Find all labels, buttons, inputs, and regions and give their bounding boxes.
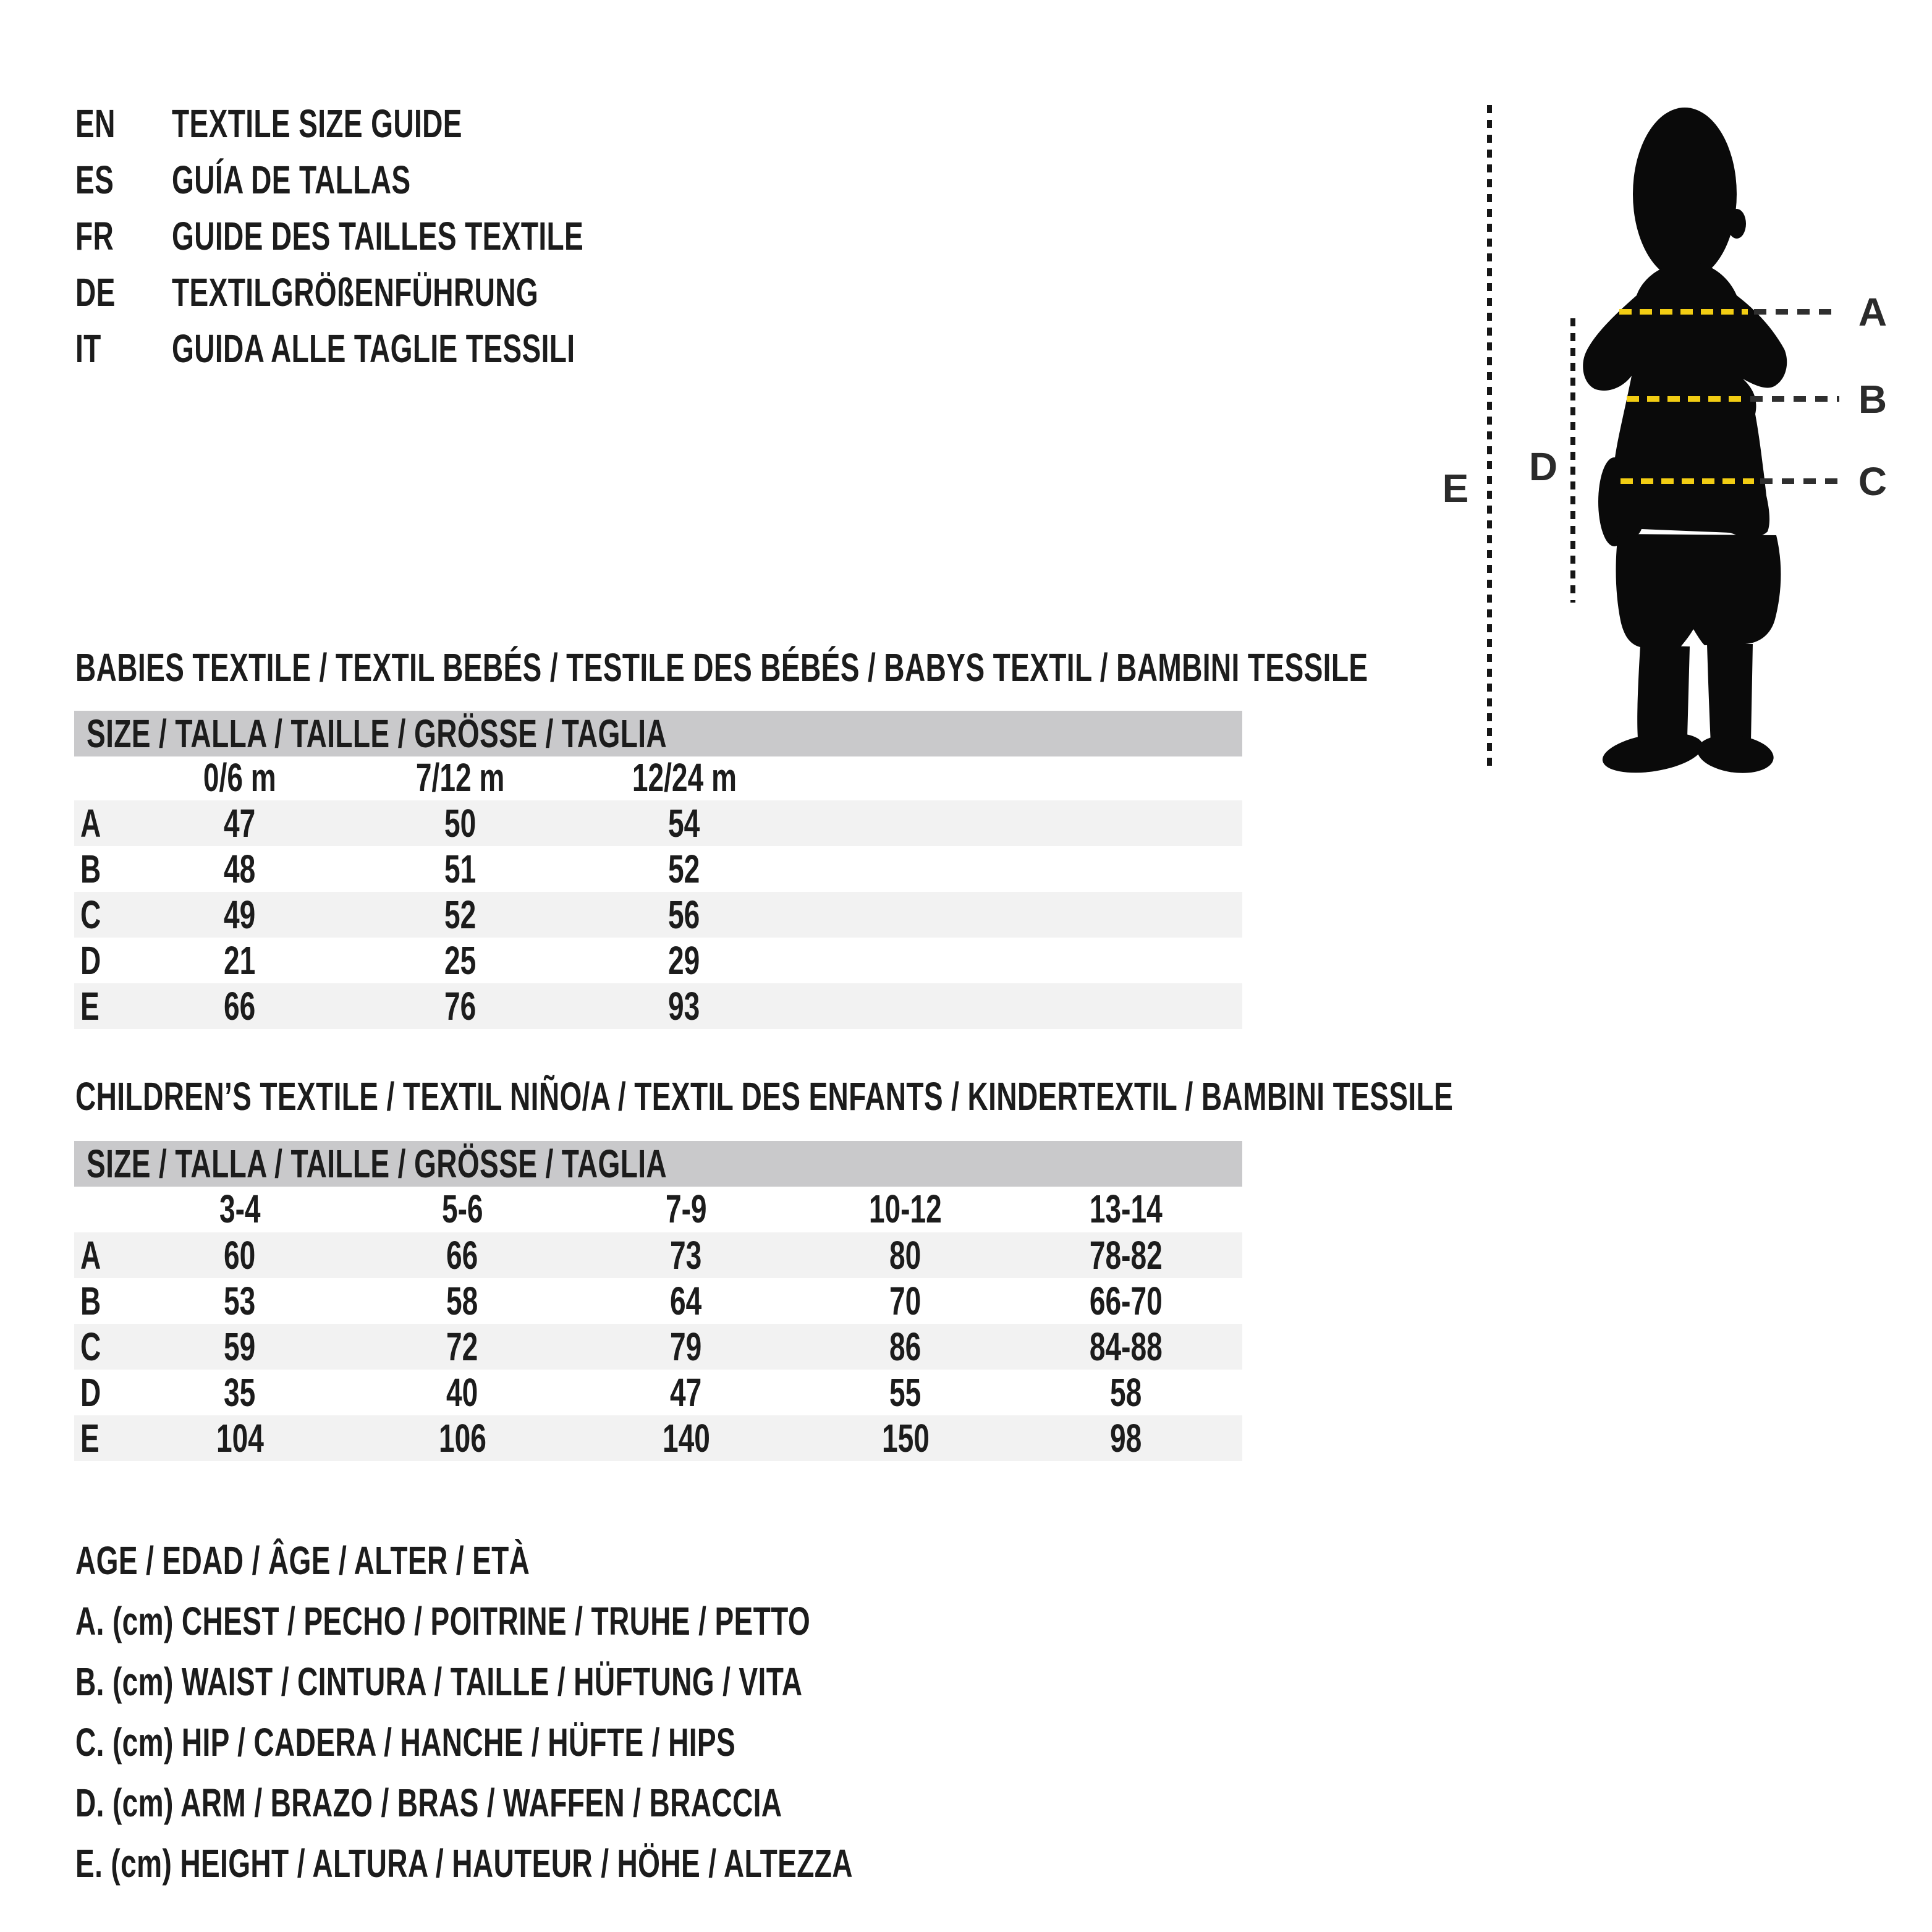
- size-cell-text: 76: [444, 984, 477, 1028]
- size-cell: [1015, 1324, 1237, 1370]
- legend-line: [75, 1532, 706, 1589]
- size-cell: [794, 1324, 1017, 1370]
- legend-line: [75, 1714, 992, 1771]
- size-cell-text: 64: [670, 1279, 702, 1323]
- size-cell: [1015, 1415, 1237, 1461]
- language-code-text: EN: [75, 101, 116, 146]
- figure-label-c: C: [1858, 459, 1888, 504]
- size-cell: [351, 1324, 574, 1370]
- size-cell-text: 140: [662, 1416, 710, 1460]
- babies-column-header: [349, 755, 572, 800]
- language-title-text: TEXTILE SIZE GUIDE: [172, 101, 462, 146]
- figure-label-e: E: [1442, 466, 1469, 511]
- size-cell: [129, 1415, 351, 1461]
- size-cell-text: 106: [438, 1416, 486, 1460]
- size-cell: [351, 1278, 574, 1324]
- language-code: [75, 151, 129, 208]
- babies-section-title-text: BABIES TEXTILE / TEXTIL BEBÉS / TESTILE DES BÉBÉS / BABYS TEXTIL / BAMBINI TESSILE: [75, 645, 1368, 690]
- size-cell-text: 53: [224, 1279, 256, 1323]
- size-cell: [573, 800, 795, 846]
- language-title-text: GUÍA DE TALLAS: [172, 158, 411, 202]
- legend-line-text: AGE / EDAD / ÂGE / ALTER / ETÀ: [75, 1538, 530, 1583]
- size-cell-text: 49: [224, 892, 256, 937]
- size-cell: [129, 1278, 351, 1324]
- size-cell-text: 66: [224, 984, 256, 1028]
- size-cell-text: 54: [668, 801, 700, 845]
- silhouette-hand: [1598, 457, 1630, 546]
- legend-line-text: C. (cm) HIP / CADERA / HANCHE / HÜFTE / HIPS: [75, 1720, 736, 1765]
- size-cell: [129, 1232, 351, 1278]
- language-title: [172, 208, 744, 265]
- babies-column-header: [573, 755, 795, 800]
- language-title: [172, 95, 575, 152]
- size-cell: [351, 1415, 574, 1461]
- children-section-title-text: CHILDREN’S TEXTILE / TEXTIL NIÑO/A / TEXTIL DES ENFANTS / KINDERTEXTIL / BAMBINI TESSILE: [75, 1074, 1454, 1119]
- row-label-text: D: [80, 1370, 101, 1415]
- language-code: [75, 95, 131, 152]
- row-label-text: A: [80, 1233, 101, 1277]
- size-cell-text: 70: [889, 1279, 922, 1323]
- size-cell: [129, 892, 351, 938]
- size-cell: [573, 938, 795, 983]
- silhouette-ear: [1727, 209, 1746, 239]
- size-cell: [351, 1232, 574, 1278]
- hip-line-dashed: [1760, 478, 1839, 484]
- size-cell: [349, 846, 572, 892]
- babies-size-header-bar: [74, 711, 1242, 756]
- size-cell-text: 86: [889, 1324, 922, 1369]
- children-section-title: [75, 1068, 1932, 1125]
- size-cell: [1015, 1370, 1237, 1415]
- legend-line-text: B. (cm) WAIST / CINTURA / TAILLE / HÜFTUNG / VITA: [75, 1659, 803, 1704]
- children-size-header-text: SIZE / TALLA / TAILLE / GRÖSSE / TAGLIA: [87, 1142, 667, 1186]
- size-cell: [129, 1324, 351, 1370]
- size-cell-text: 58: [1110, 1370, 1142, 1415]
- row-label-text: D: [80, 938, 101, 983]
- size-cell-text: 50: [444, 801, 477, 845]
- row-label-text: B: [80, 1279, 101, 1323]
- chest-line-dashed: [1754, 309, 1839, 315]
- size-cell-text: 47: [224, 801, 256, 845]
- row-label-text: E: [80, 1416, 100, 1460]
- babies-column-header: [129, 755, 351, 800]
- size-cell: [573, 846, 795, 892]
- figure-label-b: B: [1858, 377, 1888, 422]
- row-label-text: C: [80, 892, 101, 937]
- legend-line-text: A. (cm) CHEST / PECHO / POITRINE / TRUHE / PETTO: [75, 1599, 811, 1643]
- children-column-header: [794, 1187, 1017, 1231]
- size-cell-text: 47: [670, 1370, 702, 1415]
- size-cell: [129, 938, 351, 983]
- figure-label-d: D: [1528, 444, 1558, 489]
- babies-column-header-text: 0/6 m: [203, 755, 276, 800]
- size-cell: [794, 1415, 1017, 1461]
- language-title: [172, 151, 504, 208]
- size-cell-text: 52: [444, 892, 477, 937]
- size-cell: [129, 983, 351, 1029]
- size-cell: [349, 800, 572, 846]
- arm-dotted-line: [1570, 318, 1575, 603]
- children-column-header: [351, 1187, 574, 1231]
- language-code-text: ES: [75, 158, 114, 202]
- size-cell: [573, 892, 795, 938]
- size-cell-text: 98: [1110, 1416, 1142, 1460]
- size-cell: [351, 1370, 574, 1415]
- size-cell: [129, 800, 351, 846]
- size-cell: [575, 1415, 797, 1461]
- size-cell-text: 66: [446, 1233, 478, 1277]
- silhouette-shorts: [1616, 534, 1781, 648]
- size-cell: [129, 846, 351, 892]
- size-cell: [349, 892, 572, 938]
- legend-line: [75, 1774, 1057, 1831]
- children-column-header-text: 13-14: [1090, 1187, 1163, 1231]
- hip-line-yellow: [1621, 478, 1754, 484]
- waist-line-dashed: [1750, 396, 1839, 402]
- language-code: [75, 264, 131, 321]
- size-cell-text: 80: [889, 1233, 922, 1277]
- language-title-text: GUIDA ALLE TAGLIE TESSILI: [172, 326, 575, 371]
- size-cell: [573, 983, 795, 1029]
- size-cell-text: 59: [224, 1324, 256, 1369]
- language-code-text: DE: [75, 270, 116, 315]
- size-cell-text: 60: [224, 1233, 256, 1277]
- size-cell: [129, 1370, 351, 1415]
- language-code: [75, 208, 129, 265]
- size-cell-text: 150: [881, 1416, 930, 1460]
- size-cell-text: 25: [444, 938, 477, 983]
- size-cell-text: 21: [224, 938, 256, 983]
- size-cell: [1015, 1232, 1237, 1278]
- size-cell: [794, 1370, 1017, 1415]
- children-column-header-text: 5-6: [441, 1187, 483, 1231]
- figure-label-a: A: [1858, 290, 1888, 334]
- children-column-header-text: 3-4: [219, 1187, 261, 1231]
- babies-column-header-text: 12/24 m: [632, 755, 737, 800]
- size-cell: [794, 1278, 1017, 1324]
- size-cell-text: 66-70: [1090, 1279, 1163, 1323]
- size-cell-text: 79: [670, 1324, 702, 1369]
- size-cell-text: 51: [444, 847, 477, 891]
- size-cell-text: 84-88: [1090, 1324, 1163, 1369]
- legend-line: [75, 1593, 1096, 1650]
- row-label-text: B: [80, 847, 101, 891]
- size-cell: [1015, 1278, 1237, 1324]
- row-label-text: E: [80, 984, 100, 1028]
- size-cell: [349, 938, 572, 983]
- size-cell-text: 104: [216, 1416, 264, 1460]
- legend-line-text: E. (cm) HEIGHT / ALTURA / HAUTEUR / HÖHE / ALTEZZA: [75, 1841, 853, 1886]
- language-title-text: TEXTILGRÖßENFÜHRUNG: [172, 270, 539, 315]
- size-cell: [794, 1232, 1017, 1278]
- size-cell-text: 52: [668, 847, 700, 891]
- size-cell-text: 56: [668, 892, 700, 937]
- language-title: [172, 320, 732, 377]
- children-size-header-bar: [74, 1141, 1242, 1187]
- children-column-header-text: 10-12: [869, 1187, 942, 1231]
- size-cell-text: 40: [446, 1370, 478, 1415]
- babies-size-header-text: SIZE / TALLA / TAILLE / GRÖSSE / TAGLIA: [87, 711, 667, 756]
- children-column-header-text: 7-9: [665, 1187, 707, 1231]
- size-cell-text: 29: [668, 938, 700, 983]
- size-cell-text: 93: [668, 984, 700, 1028]
- waist-line-yellow: [1627, 396, 1744, 402]
- size-cell: [575, 1324, 797, 1370]
- legend-line-text: D. (cm) ARM / BRAZO / BRAS / WAFFEN / BRACCIA: [75, 1781, 782, 1825]
- language-title-text: GUIDE DES TAILLES TEXTILE: [172, 214, 584, 258]
- size-cell-text: 73: [670, 1233, 702, 1277]
- size-cell-text: 55: [889, 1370, 922, 1415]
- size-cell-text: 72: [446, 1324, 478, 1369]
- size-cell: [575, 1370, 797, 1415]
- chest-line-yellow: [1619, 309, 1748, 315]
- silhouette-right-shoe: [1695, 731, 1776, 774]
- size-cell-text: 35: [224, 1370, 256, 1415]
- size-cell: [575, 1232, 797, 1278]
- language-code: [75, 320, 111, 377]
- language-title: [172, 264, 681, 321]
- children-column-header: [1015, 1187, 1237, 1231]
- babies-column-header-text: 7/12 m: [416, 755, 505, 800]
- row-label-text: A: [80, 801, 101, 845]
- legend-line: [75, 1835, 1155, 1892]
- children-column-header: [575, 1187, 797, 1231]
- legend-line: [75, 1653, 1085, 1710]
- children-column-header: [129, 1187, 351, 1231]
- language-code-text: FR: [75, 214, 114, 258]
- size-cell-text: 78-82: [1090, 1233, 1163, 1277]
- row-label-text: C: [80, 1324, 101, 1369]
- size-cell: [575, 1278, 797, 1324]
- size-cell: [349, 983, 572, 1029]
- language-code-text: IT: [75, 326, 101, 371]
- babies-section-title: [75, 639, 1871, 696]
- size-cell-text: 58: [446, 1279, 478, 1323]
- size-cell-text: 48: [224, 847, 256, 891]
